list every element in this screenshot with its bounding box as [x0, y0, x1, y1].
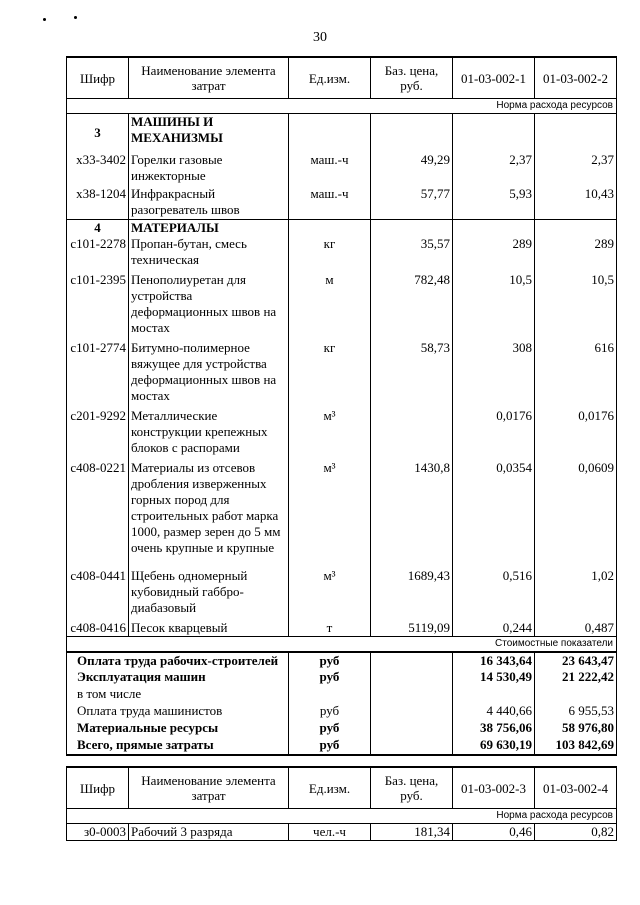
total-row: Оплата труда машинистов руб 4 440,66 6 955,53	[67, 703, 617, 720]
header-name: Наименование элемента затрат	[129, 57, 289, 99]
estimate-table-1	[66, 56, 617, 756]
table-row: с408-0441 Щебень одномерный кубовидный габбро-диабазовый м³ 1689,43 0,516 1,02	[67, 568, 617, 620]
table-row: с101-2278 Пропан-бутан, смесь техническая кг 35,57 289 289	[67, 236, 617, 272]
table-row: з0-0003 Рабочий 3 разряда чел.-ч 181,34 0,46 0,82	[67, 824, 617, 841]
section-number: 3	[67, 114, 129, 152]
norm-label: Норма расхода ресурсов	[67, 99, 617, 114]
section-title: МАШИНЫ И МЕХАНИЗМЫ	[129, 114, 289, 152]
header-code: Шифр	[67, 767, 129, 809]
estimate-table-2	[66, 766, 617, 841]
header-name: Наименование элемента затрат	[129, 767, 289, 809]
total-row: Эксплуатация машин руб 14 530,49 21 222,42	[67, 669, 617, 686]
total-row: в том числе	[67, 686, 617, 703]
table-row: с201-9292 Металлические конструкции крепежных блоков с распорами м³ 0,0176 0,0176	[67, 408, 617, 460]
total-row: Оплата труда рабочих-строителей руб 16 343,64 23 643,47	[67, 652, 617, 669]
table-row: с408-0221 Материалы из отсевов дробления изверженных горных пород для строительных работ марка 1000, размер зерен до 5 мм очень крупные и крупные м³ 1430,8 0,0354 0,0609	[67, 460, 617, 568]
total-row: Всего, прямые затраты руб 69 630,19 103 842,69	[67, 737, 617, 755]
scan-dot	[74, 16, 77, 19]
section-title: МАТЕРИАЛЫ	[129, 220, 289, 237]
scan-dot	[43, 18, 46, 21]
table-row: с101-2774 Битумно-полимерное вяжущее для устройства деформационных швов на мостах кг 58,73 308 616	[67, 340, 617, 408]
table-row: х38-1204 Инфракрасный разогреватель швов маш.-ч 57,77 5,93 10,43	[67, 186, 617, 220]
page-number: 30	[313, 30, 327, 45]
header-code: Шифр	[67, 57, 129, 99]
table-row: с101-2395 Пенополиуретан для устройства деформационных швов на мостах м 782,48 10,5 10,5	[67, 272, 617, 340]
cost-label: Стоимостные показатели	[67, 637, 617, 653]
header-col-a: 01-03-002-3	[453, 767, 535, 809]
header-col-a: 01-03-002-1	[453, 57, 535, 99]
norm-label: Норма расхода ресурсов	[67, 809, 617, 824]
header-unit: Ед.изм.	[289, 767, 371, 809]
header-price: Баз. цена, руб.	[371, 767, 453, 809]
section-number: 4	[67, 220, 129, 237]
header-col-b: 01-03-002-4	[535, 767, 617, 809]
header-unit: Ед.изм.	[289, 57, 371, 99]
total-row: Материальные ресурсы руб 38 756,06 58 976,80	[67, 720, 617, 737]
header-col-b: 01-03-002-2	[535, 57, 617, 99]
table-row: х33-3402 Горелки газовые инжекторные маш.-ч 49,29 2,37 2,37	[67, 152, 617, 186]
table-row: с408-0416 Песок кварцевый т 5119,09 0,244 0,487	[67, 620, 617, 637]
header-price: Баз. цена, руб.	[371, 57, 453, 99]
